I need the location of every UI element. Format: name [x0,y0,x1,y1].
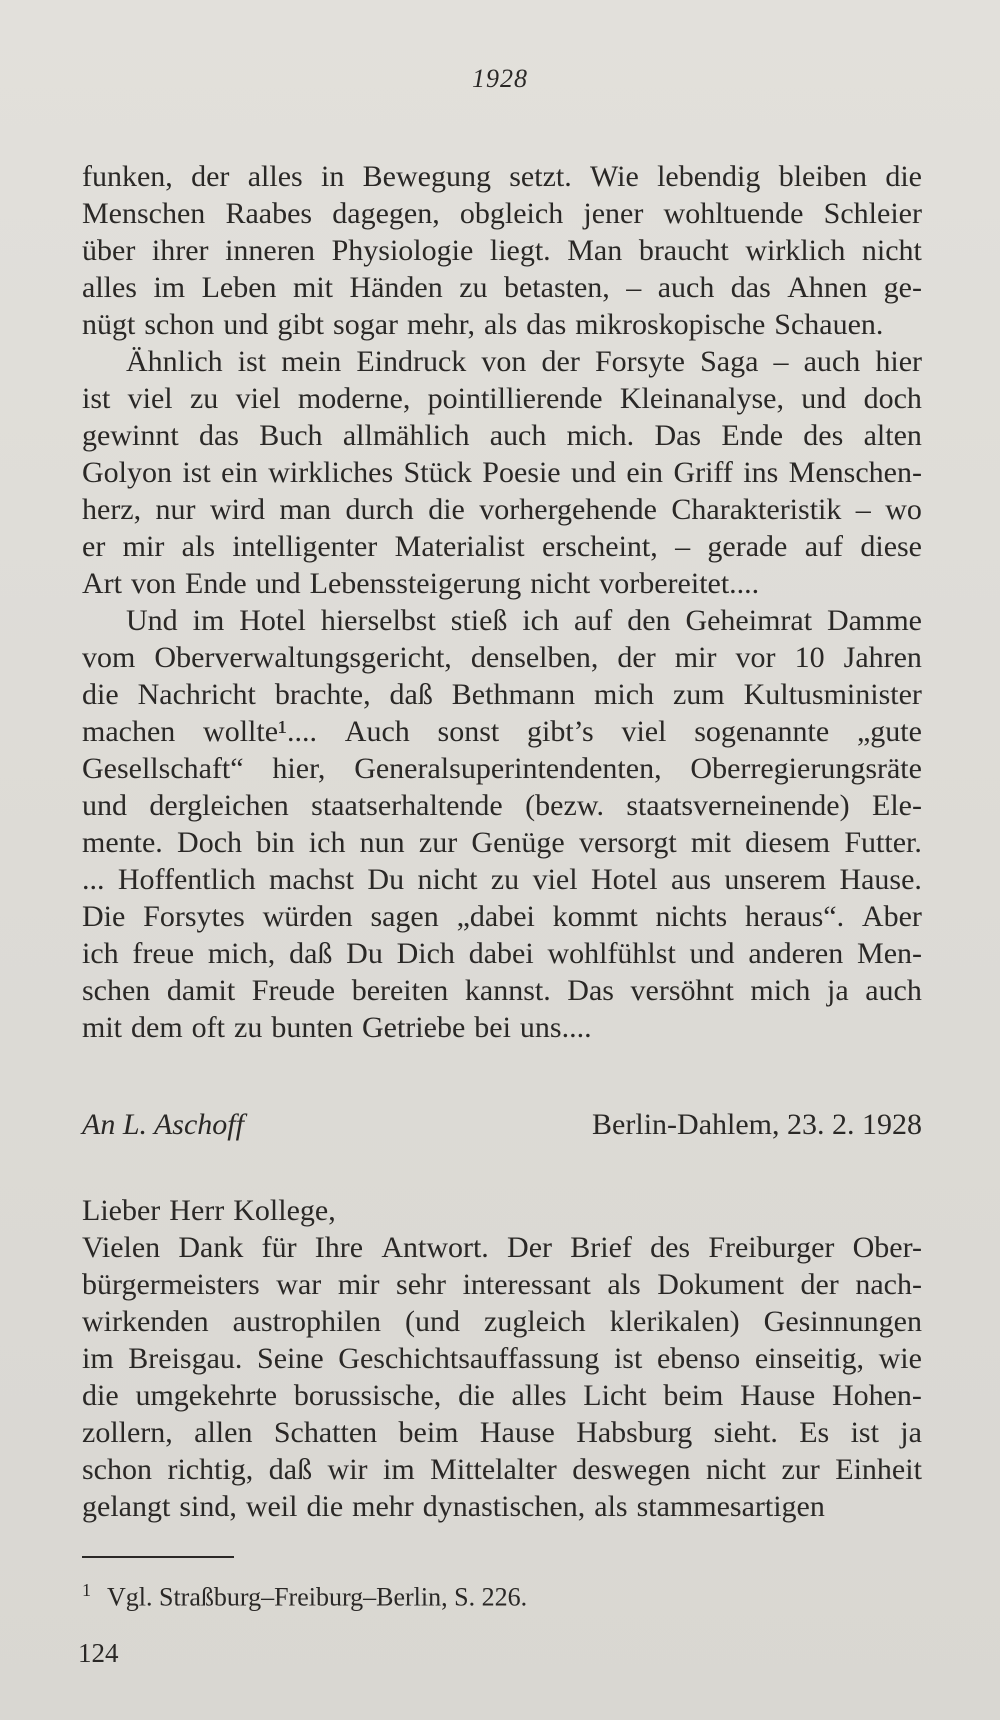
footnote-mark: 1 [82,1580,91,1600]
text-line: und dergleichen staatserhaltende (bezw. staatsverneinende) Ele- [82,789,922,822]
text-line: die umgekehrte borussische, die alles Licht beim Hause Hohen- [82,1379,922,1412]
text-line: Vielen Dank für Ihre Antwort. Der Brief des Freiburger Ober- [82,1231,922,1264]
text-line: machen wollte¹.... Auch sonst gibt’s viel sogenannte „gute [82,715,922,748]
text-line: ich freue mich, daß Du Dich dabei wohlfühlst und anderen Men- [82,937,922,970]
letter-body-text [82,1192,922,1525]
text-line: Menschen Raabes dagegen, obgleich jener wohltuende Schleier [82,197,922,230]
footnote-text: Vgl. Straßburg–Freiburg–Berlin, S. 226. [107,1582,528,1612]
text-line: schon richtig, daß wir im Mittelalter deswegen nicht zur Einheit [82,1453,922,1486]
text-line: mente. Doch bin ich nun zur Genüge versorgt mit diesem Futter. [82,826,922,859]
text-line: Lieber Herr Kollege, [82,1194,336,1227]
text-line: Die Forsytes würden sagen „dabei kommt nichts heraus“. Aber [82,900,922,933]
text-line: über ihrer inneren Physiologie liegt. Man braucht wirklich nicht [82,234,922,267]
page-number: 124 [78,1638,119,1668]
text-line: gelangt sind, weil die mehr dynastischen, als stammesartigen [82,1490,825,1523]
running-head-year: 1928 [472,64,528,93]
letter-recipient: An L. Aschoff [82,1108,244,1141]
text-line: ... Hoffentlich machst Du nicht zu viel Hotel aus unserem Hause. [82,863,922,896]
text-line: Und im Hotel hierselbst stieß ich auf den Geheimrat Damme [126,604,922,637]
text-line: mit dem oft zu bunten Getriebe bei uns.... [82,1011,592,1044]
text-line: alles im Leben mit Händen zu betasten, – auch das Ahnen ge- [82,271,922,304]
text-line: herz, nur wird man durch die vorhergehende Charakteristik – wo [82,493,922,526]
text-line: bürgermeisters war mir sehr interessant als Dokument der nach- [82,1268,922,1301]
text-line: nügt schon und gibt sogar mehr, als das mikroskopische Schauen. [82,308,884,341]
text-line: zollern, allen Schatten beim Hause Habsburg sieht. Es ist ja [82,1416,922,1449]
letter-continuation-text [82,158,922,1046]
text-line: Gesellschaft“ hier, Generalsuperintendenten, Oberregierungsräte [82,752,922,785]
text-line: ist viel zu viel moderne, pointillierende Kleinanalyse, und doch [82,382,922,415]
text-line: vom Oberverwaltungsgericht, denselben, der mir vor 10 Jahren [82,641,922,674]
text-line: im Breisgau. Seine Geschichtsauffassung ist ebenso einseitig, wie [82,1342,922,1375]
text-line: wirkenden austrophilen (und zugleich klerikalen) Gesinnungen [82,1305,922,1338]
text-line: Ähnlich ist mein Eindruck von der Forsyte Saga – auch hier [126,345,922,378]
footnote-rule [82,1556,234,1558]
text-line: er mir als intelligenter Materialist erscheint, – gerade auf diese [82,530,922,563]
text-line: schen damit Freude bereiten kannst. Das versöhnt mich ja auch [82,974,922,1007]
text-line: Art von Ende und Lebenssteigerung nicht vorbereitet.... [82,567,760,600]
text-line: gewinnt das Buch allmählich auch mich. Das Ende des alten [82,419,922,452]
letter-place-date: Berlin-Dahlem, 23. 2. 1928 [592,1108,922,1141]
text-line: funken, der alles in Bewegung setzt. Wie lebendig bleiben die [82,160,922,193]
text-line: Golyon ist ein wirkliches Stück Poesie und ein Griff ins Menschen- [82,456,922,489]
text-line: die Nachricht brachte, daß Bethmann mich zum Kultusminister [82,678,922,711]
letter-heading [82,1106,922,1143]
footnote [82,1574,527,1614]
